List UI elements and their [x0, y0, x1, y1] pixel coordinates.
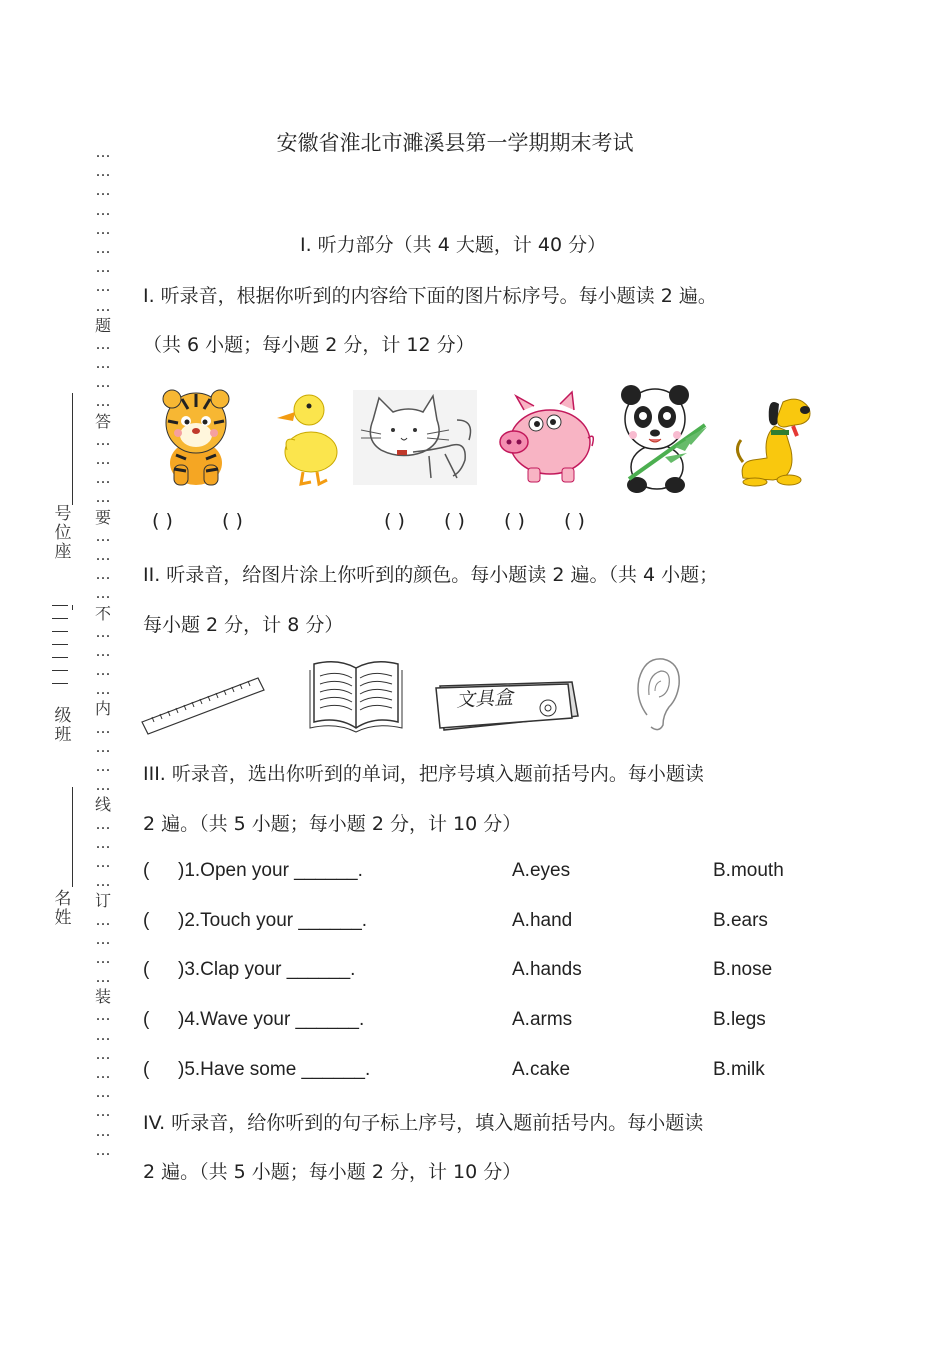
dot: … — [95, 929, 111, 948]
dot: … — [95, 392, 111, 411]
option-b: B.legs — [713, 1009, 766, 1030]
part2-instruction: II. 听录音，给图片涂上你听到的颜色。每小题读 2 遍。（共 4 小题； — [143, 564, 719, 586]
option-a: A.cake — [512, 1059, 571, 1080]
margin-line — [72, 393, 73, 505]
dot: … — [95, 334, 111, 353]
question-stem: )4.Wave your ______. — [178, 1009, 365, 1030]
dot: … — [95, 757, 111, 775]
binding-word: 订 — [94, 891, 111, 911]
dot: … — [95, 488, 111, 507]
part2-scoring: 每小题 2 分，计 8 分） — [143, 614, 344, 636]
binding-word: 内 — [94, 699, 111, 719]
part4-scoring: 2 遍。（共 5 小题；每小题 2 分，计 10 分） — [143, 1161, 522, 1183]
tiger-image — [152, 385, 240, 487]
dot: … — [95, 200, 111, 219]
dot: … — [95, 622, 111, 641]
binding-word: 线 — [94, 795, 111, 815]
dot: … — [95, 450, 111, 468]
dot: … — [95, 1064, 111, 1082]
dot: … — [95, 1121, 111, 1140]
dot: … — [95, 143, 111, 161]
dot: … — [95, 1140, 111, 1159]
margin-line — [72, 787, 73, 887]
dot: … — [95, 872, 111, 891]
dot: … — [95, 545, 111, 564]
margin-line — [72, 605, 73, 610]
dot: … — [95, 948, 111, 967]
cat-image — [353, 390, 477, 485]
dot: … — [95, 776, 111, 795]
question-stem: )2.Touch your ______. — [178, 910, 368, 931]
binding-dot-column — [93, 143, 113, 1160]
answer-bracket[interactable]: ( ) — [504, 510, 525, 532]
part3-instruction: III. 听录音，选出你听到的单词，把序号填入题前括号内。每小题读 — [143, 763, 704, 785]
dot: … — [95, 430, 111, 449]
dot: … — [95, 526, 111, 545]
pig-image — [492, 388, 596, 488]
dot: … — [95, 1025, 111, 1044]
question-stem: )5.Have some ______. — [178, 1059, 371, 1080]
dot: … — [95, 910, 111, 929]
section-heading: I. 听力部分（共 4 大题，计 40 分） — [300, 234, 607, 256]
page-title: 安徽省淮北市濉溪县第一学期期末考试 — [276, 131, 634, 155]
dog-image — [733, 390, 815, 488]
dot: … — [95, 1044, 111, 1063]
pencil-box-label: 文具盒 — [455, 686, 514, 712]
class-blank-lines — [52, 605, 68, 696]
seat-number-label: 号 位 座 — [54, 504, 72, 562]
option-a: A.hands — [512, 959, 582, 980]
binding-word: 要 — [94, 507, 111, 527]
answer-bracket[interactable]: ( ) — [444, 510, 465, 532]
binding-word: 装 — [94, 987, 111, 1007]
option-a: A.eyes — [512, 860, 571, 881]
dot: … — [95, 238, 111, 257]
question-stem: )1.Open your ______. — [178, 860, 363, 881]
question-bracket[interactable]: ( — [143, 959, 150, 980]
dot: … — [95, 258, 111, 277]
dot: … — [95, 1083, 111, 1102]
dot: … — [95, 1006, 111, 1025]
part4-instruction: IV. 听录音，给你听到的句子标上序号，填入题前括号内。每小题读 — [143, 1112, 704, 1134]
dot: … — [95, 277, 111, 296]
name-label: 名 姓 — [54, 889, 72, 928]
ear-image — [633, 655, 685, 733]
answer-bracket[interactable]: ( ) — [384, 510, 405, 532]
part1-scoring: （共 6 小题；每小题 2 分，计 12 分） — [143, 334, 475, 356]
option-b: B.nose — [713, 959, 773, 980]
question-bracket[interactable]: ( — [143, 1059, 150, 1080]
option-b: B.mouth — [713, 860, 784, 881]
dot: … — [95, 680, 111, 699]
question-bracket[interactable]: ( — [143, 860, 150, 881]
binding-word: 题 — [94, 315, 111, 335]
dot: … — [95, 814, 111, 833]
part3-scoring: 2 遍。（共 5 小题；每小题 2 分，计 10 分） — [143, 813, 522, 835]
dot: … — [95, 162, 111, 181]
answer-bracket[interactable]: ( ) — [564, 510, 585, 532]
answer-bracket[interactable]: ( ) — [152, 510, 173, 532]
option-a: A.arms — [512, 1009, 573, 1030]
binding-word: 不 — [94, 603, 111, 623]
dot: … — [95, 373, 111, 392]
option-a: A.hand — [512, 910, 573, 931]
dot: … — [95, 1102, 111, 1121]
dot: … — [95, 584, 111, 603]
question-bracket[interactable]: ( — [143, 1009, 150, 1030]
binding-word: 答 — [94, 411, 111, 431]
dot: … — [95, 833, 111, 852]
dot: … — [95, 219, 111, 238]
ruler-image — [140, 674, 266, 736]
dot: … — [95, 852, 111, 871]
answer-bracket[interactable]: ( ) — [222, 510, 243, 532]
dot: … — [95, 354, 111, 373]
dot: … — [95, 718, 111, 737]
book-image — [308, 658, 404, 734]
duck-image — [273, 388, 343, 488]
class-label: 级 班 — [54, 706, 72, 745]
dot: … — [95, 469, 111, 488]
question-bracket[interactable]: ( — [143, 910, 150, 931]
dot: … — [95, 641, 111, 660]
panda-image — [615, 383, 713, 495]
dot: … — [95, 737, 111, 756]
dot: … — [95, 565, 111, 584]
option-b: B.ears — [713, 910, 768, 931]
option-b: B.milk — [713, 1059, 765, 1080]
part1-instruction: I. 听录音，根据你听到的内容给下面的图片标序号。每小题读 2 遍。 — [143, 285, 717, 307]
dot: … — [95, 661, 111, 680]
dot: … — [95, 181, 111, 200]
dot: … — [95, 968, 111, 987]
dot: … — [95, 296, 111, 315]
question-stem: )3.Clap your ______. — [178, 959, 356, 980]
